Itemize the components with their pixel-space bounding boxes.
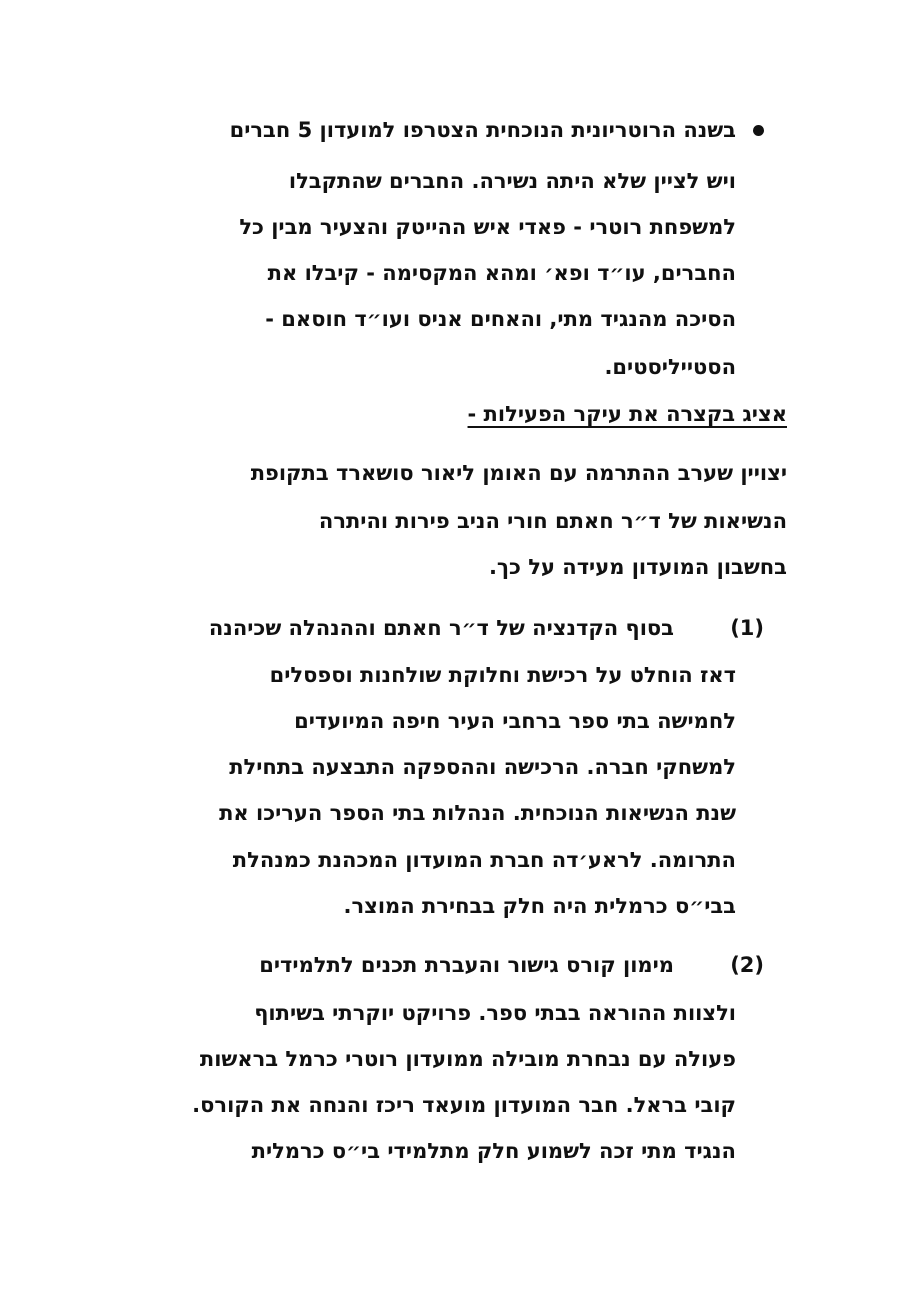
item1-line-2: דאז הוחלט על רכישת וחלוקת שולחנות וספסלים xyxy=(269,663,736,687)
bullet-line-2: ויש לציין שלא היתה נשירה. החברים שהתקבלו xyxy=(288,169,736,193)
intro-line-3: בחשבון המועדון מעידה על כך. xyxy=(488,555,787,579)
item2-line-5: הנגיד מתי זכה לשמוע חלק מתלמידי בי״ס כרמלית xyxy=(251,1139,736,1163)
bullet-icon xyxy=(753,125,764,136)
bullet-line-1: בשנה הרוטריונית הנוכחית הצטרפו למועדון 5 חברים xyxy=(229,118,736,142)
item1-line-7: בבי״ס כרמלית היה חלק בבחירת המוצר. xyxy=(343,894,736,918)
item2-line-1: מימון קורס גישור והעברת תכנים לתלמידים xyxy=(259,953,674,977)
item1-line-1: בסוף הקדנציה של ד״ר חאתם וההנהלה שכיהנה xyxy=(208,616,674,640)
item1-line-6: התרומה. לראע׳דה חברת המועדון המכהנת כמנהלת xyxy=(232,848,736,872)
intro-line-1: יצויין שערב ההתרמה עם האומן ליאור סושארד בתקופת xyxy=(250,461,787,485)
bullet-line-3: למשפחת רוטרי - פאדי איש ההייטק והצעיר מבין כל xyxy=(239,215,736,239)
section-heading: אציג בקצרה את עיקר הפעילות - xyxy=(467,402,787,426)
item1-number: (1) xyxy=(730,616,764,640)
bullet-line-5: הסיכה מהנגיד מתי, והאחים אניס ועו״ד חוסאם - xyxy=(265,307,736,331)
item2-line-2: ולצוות ההוראה בבתי ספר. פרויקט יוקרתי בשיתוף xyxy=(254,1001,736,1025)
bullet-line-6: הסטייליסטים. xyxy=(604,355,736,379)
item2-number: (2) xyxy=(730,953,764,977)
item2-line-3: פעולה עם נבחרת מובילה ממועדון רוטרי כרמל בראשות xyxy=(199,1047,736,1071)
bullet-line-4: החברים, עו״ד ופא׳ ומהא המקסימה - קיבלו את xyxy=(267,261,736,285)
item1-line-3: לחמישה בתי ספר ברחבי העיר חיפה המיועדים xyxy=(294,709,736,733)
item1-line-5: שנת הנשיאות הנוכחית. הנהלות בתי הספר העריכו את xyxy=(219,801,736,825)
intro-line-2: הנשיאות של ד״ר חאתם חורי הניב פירות והיתרה xyxy=(318,509,787,533)
item2-line-4: קובי בראל. חבר המועדון מועאד ריכז והנחה את הקורס. xyxy=(192,1093,736,1117)
item1-line-4: למשחקי חברה. הרכישה וההספקה התבצעה בתחילת xyxy=(229,755,736,779)
